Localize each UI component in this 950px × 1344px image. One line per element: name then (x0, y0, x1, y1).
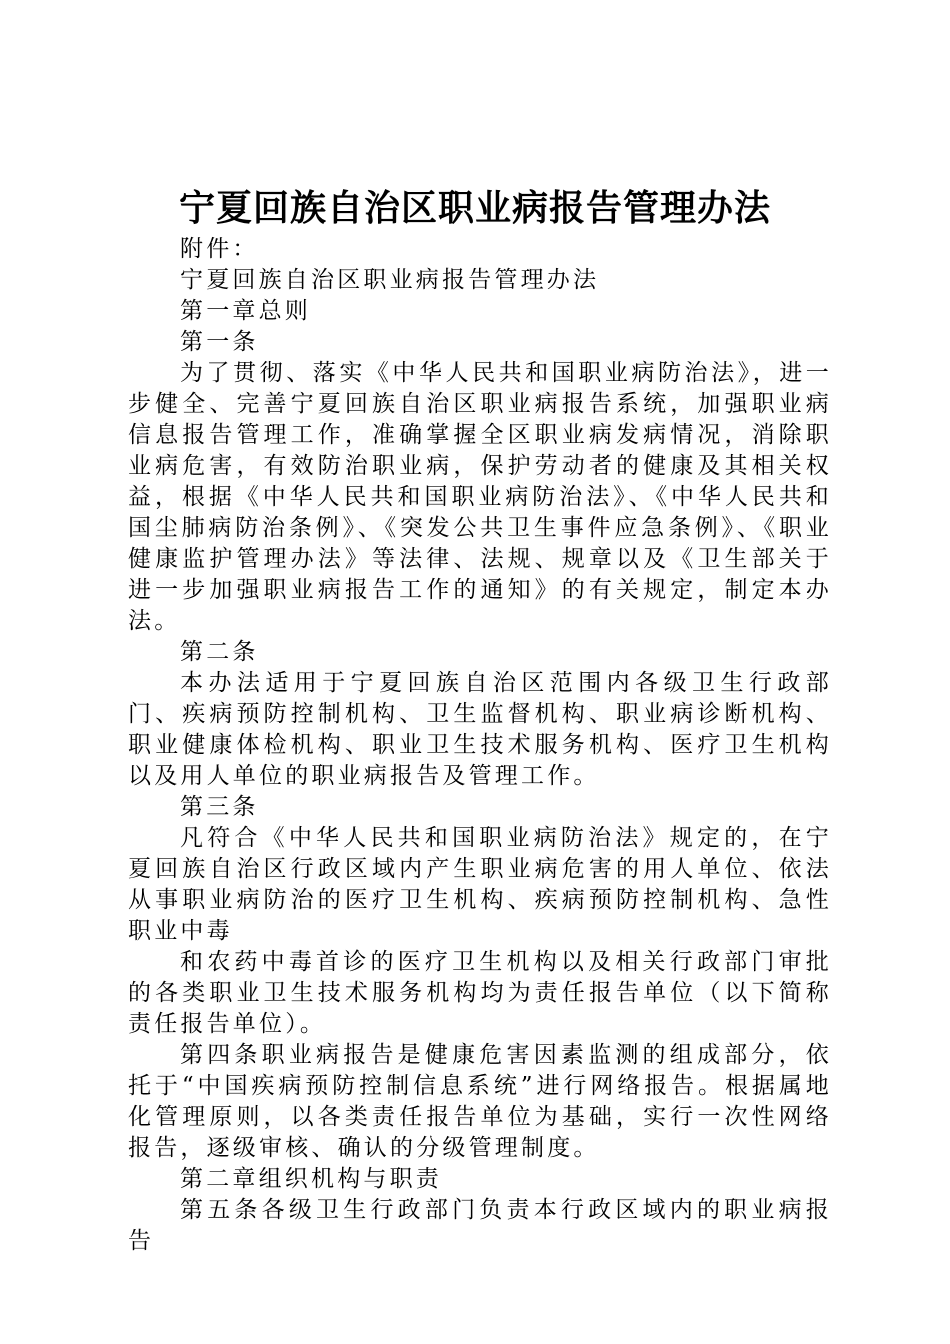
document-body (128, 234, 832, 1257)
paragraph: 和农药中毒首诊的医疗卫生机构以及相关行政部门审批的各类职业卫生技术服务机构均为责任报告单位（以下简称责任报告单位）。 (128, 949, 832, 1037)
chapter-heading: 第二章组织机构与职责 (180, 1166, 442, 1192)
article-heading: 第二条 (180, 639, 259, 665)
article-heading: 第一条 (180, 329, 259, 355)
paragraph: 凡符合《中华人民共和国职业病防治法》规定的，在宁夏回族自治区行政区域内产生职业病危害的用人单位、依法从事职业病防治的医疗卫生机构、疾病预防控制机构、急性职业中毒 (128, 825, 832, 944)
document-title: 宁夏回族自治区职业病报告管理办法 (178, 187, 771, 229)
subtitle: 宁夏回族自治区职业病报告管理办法 (180, 267, 600, 293)
chapter-heading: 第一章总则 (180, 298, 311, 324)
paragraph: 为了贯彻、落实《中华人民共和国职业病防治法》，进一步健全、完善宁夏回族自治区职业病报告系统，加强职业病信息报告管理工作，准确掌握全区职业病发病情况，消除职业病危害，有效防治职业病，保护劳动者的健康及其相关权益，根据《中华人民共和国职业病防治法》、《中华人民共和国尘肺病防治条例》、《突发公共卫生事件应急条例》、《职业健康监护管理办法》等法律、法规、规章以及《卫生部关于进一步加强职业病报告工作的通知》的有关规定，制定本办法。 (128, 360, 832, 634)
paragraph: 第五条各级卫生行政部门负责本行政区域内的职业病报告 (128, 1197, 832, 1254)
paragraph: 本办法适用于宁夏回族自治区范围内各级卫生行政部门、疾病预防控制机构、卫生监督机构、职业病诊断机构、职业健康体检机构、职业卫生技术服务机构、医疗卫生机构以及用人单位的职业病报告及管理工作。 (128, 670, 832, 789)
attachment-label: 附件： (180, 236, 259, 262)
article-heading: 第三条 (180, 794, 259, 820)
paragraph: 第四条职业病报告是健康危害因素监测的组成部分，依托于“中国疾病预防控制信息系统”进行网络报告。根据属地化管理原则，以各类责任报告单位为基础，实行一次性网络报告，逐级审核、确认的分级管理制度。 (128, 1042, 832, 1161)
